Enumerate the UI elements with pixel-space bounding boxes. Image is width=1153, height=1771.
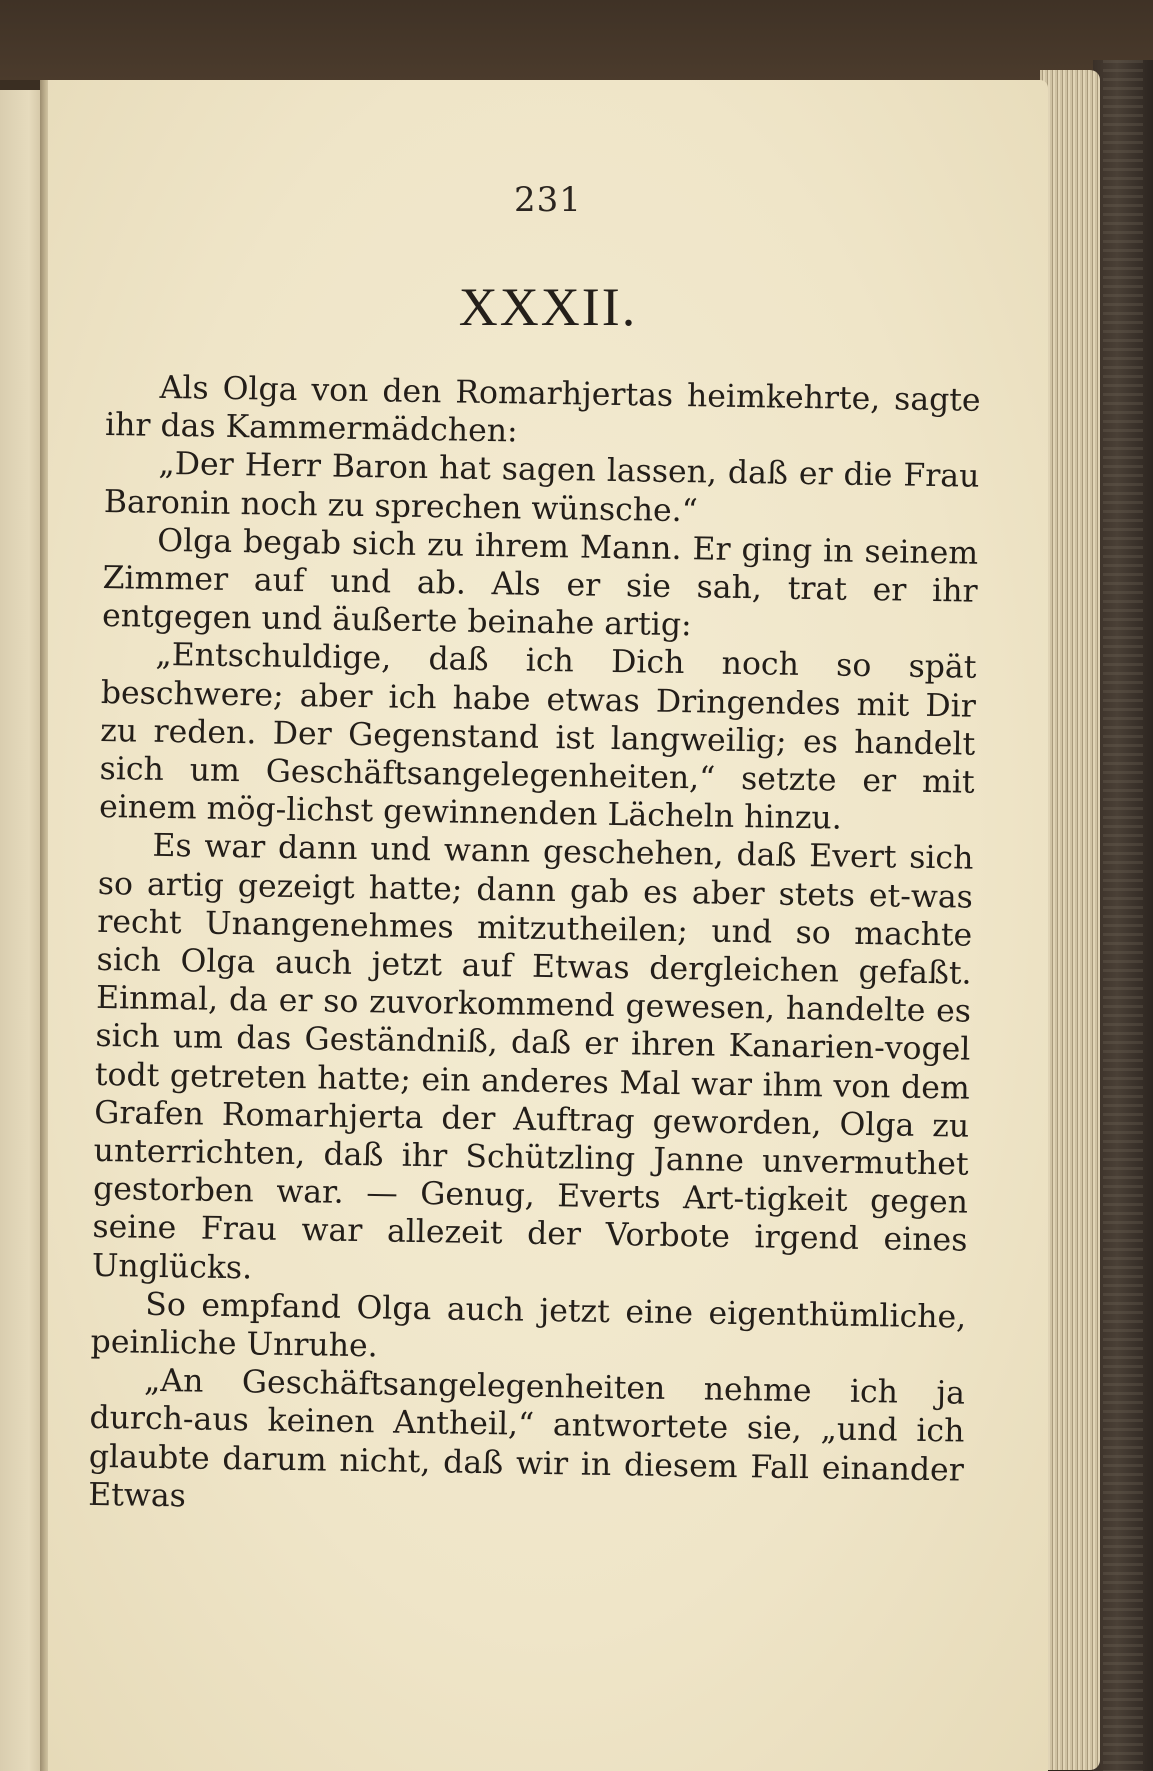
paragraph: Es war dann und wann geschehen, daß Evert sich so artig gezeigt hatte; dann gab es aber stets et-was recht Unangenehmes mitzutheilen; und so machte sich Olga auch jetzt auf Etwas dergleichen gefaßt. Einmal, da er so zuvorkommend gewesen, handelte es sich um das Geständniß, daß er ihren Kanarien-vogel todt getreten hatte; ein anderes Mal war ihm von dem Grafen Romarhjerta der Auftrag geworden, Olga zu unterrichten, daß ihr Schützling Janne unvermuthet gestorben war. — Genug, Everts Art-tigkeit gegen seine Frau war allezeit der Vorbote irgend eines Unglücks. — [91, 828, 974, 1287]
page-body — [88, 368, 981, 1528]
paragraph: „An Geschäftsangelegenheiten nehme ich ja durch-aus keinen Antheil,“ antwortete sie, „und ich glaubte darum nicht, daß wir in diesem Fall einander Etwas — [88, 1363, 966, 1515]
scan-background — [0, 0, 1153, 80]
paragraph: „Entschuldige, daß ich Dich noch so spät beschwere; aber ich habe etwas Dringendes mit Dir zu reden. Der Gegenstand ist langweilig; es handelt sich um Geschäftsangelegenheiten,“ setzte er mit einem mög-lichst gewinnenden Lächeln hinzu. — [98, 637, 977, 837]
book-page — [48, 80, 1048, 1771]
paragraph: Als Olga von den Romarhjertas heimkehrte, sagte ihr das Kammermädchen: — [104, 369, 981, 450]
page-number: 231 — [514, 180, 582, 220]
chapter-heading: XXXII. — [458, 277, 638, 337]
page-edges — [1040, 70, 1100, 1770]
paragraph: Olga begab sich zu ihrem Mann. Er ging in seinem Zimmer auf und ab. Als er sie sah, trat er ihr entgegen und äußerte beinahe artig: — [101, 522, 979, 644]
book-cover-edge — [1093, 60, 1153, 1771]
paragraph: „Der Herr Baron hat sagen lassen, daß er die Frau Baronin noch zu sprechen wünsche.“ — [103, 446, 980, 529]
paragraph: So empfand Olga auch jetzt eine eigenthümliche, peinliche Unruhe. — [90, 1286, 967, 1365]
